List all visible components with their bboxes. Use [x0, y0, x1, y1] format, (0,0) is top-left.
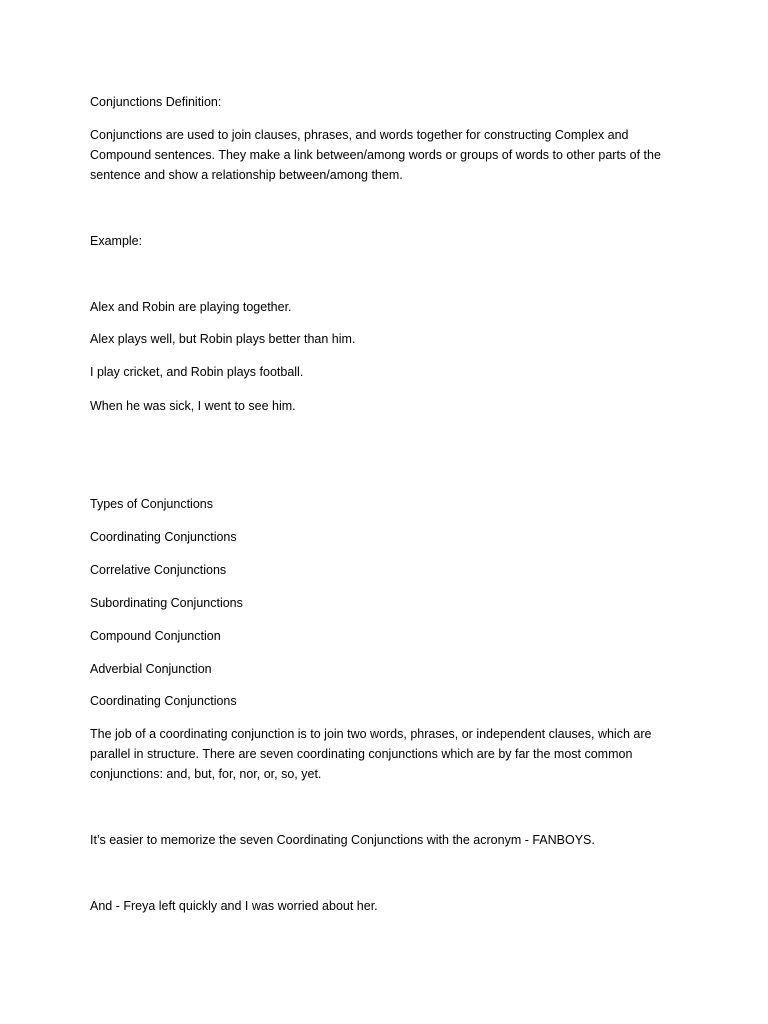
- coordinating-line: parallel in structure. There are seven coordinating conjunctions which are by far the most common: [90, 747, 633, 761]
- type-item: Adverbial Conjunction: [90, 662, 212, 676]
- example-sentence: Alex plays well, but Robin plays better than him.: [90, 332, 356, 346]
- fanboys-text: It’s easier to memorize the seven Coordinating Conjunctions with the acronym - FANBOYS.: [90, 833, 595, 847]
- type-item: Compound Conjunction: [90, 629, 221, 643]
- example-sentence: I play cricket, and Robin plays football.: [90, 365, 304, 379]
- and-example: And - Freya left quickly and I was worried about her.: [90, 899, 378, 913]
- type-item: Subordinating Conjunctions: [90, 596, 243, 610]
- definition-paragraph: [90, 125, 690, 185]
- example-sentence: Alex and Robin are playing together.: [90, 300, 292, 314]
- definition-line: Conjunctions are used to join clauses, phrases, and words together for constructing Complex and: [90, 128, 629, 142]
- type-item: Coordinating Conjunctions: [90, 530, 237, 544]
- definition-line: Compound sentences. They make a link between/among words or groups of words to other parts of the: [90, 148, 661, 162]
- coordinating-heading: Coordinating Conjunctions: [90, 694, 237, 708]
- coordinating-paragraph: [90, 724, 690, 784]
- coordinating-line: conjunctions: and, but, for, nor, or, so, yet.: [90, 767, 322, 781]
- example-heading: Example:: [90, 234, 143, 248]
- coordinating-line: The job of a coordinating conjunction is to join two words, phrases, or independent clauses, which are: [90, 727, 652, 741]
- types-heading: Types of Conjunctions: [90, 497, 213, 511]
- definition-line: sentence and show a relationship between/among them.: [90, 168, 403, 182]
- example-sentence: When he was sick, I went to see him.: [90, 399, 296, 413]
- type-item: Correlative Conjunctions: [90, 563, 227, 577]
- definition-heading: Conjunctions Definition:: [90, 95, 222, 109]
